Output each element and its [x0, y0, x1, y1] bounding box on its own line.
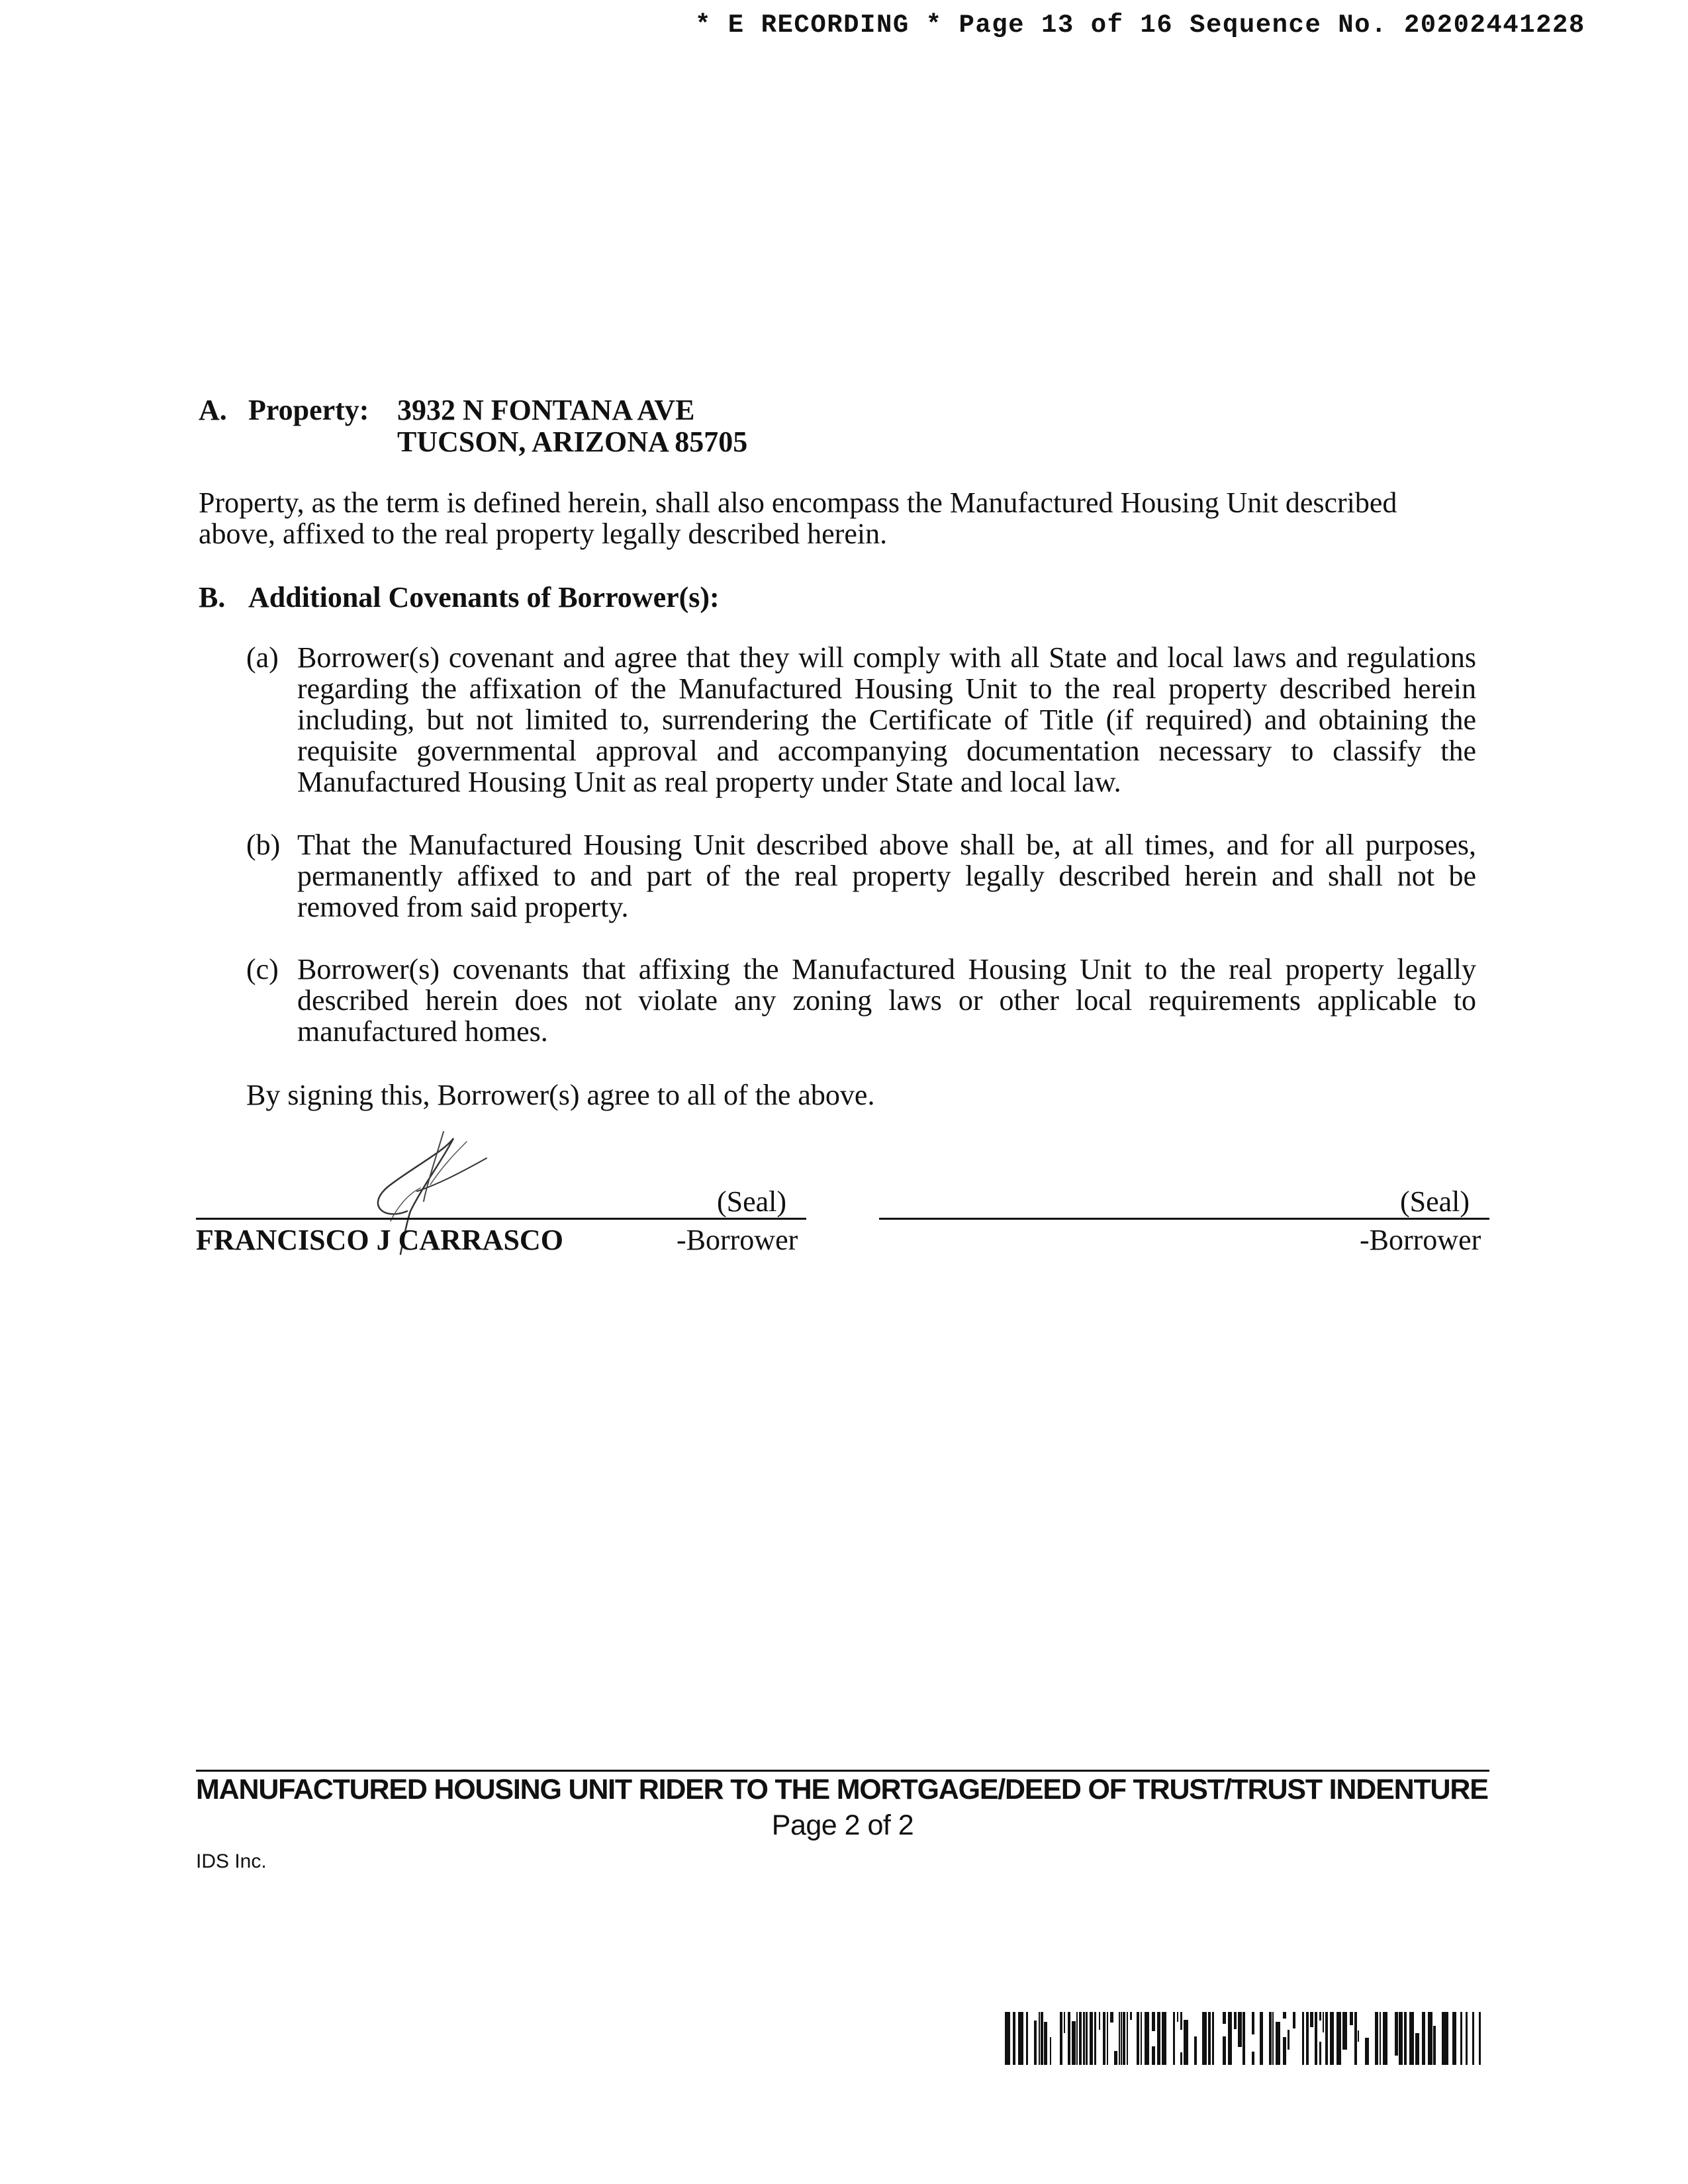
- signature-line-2: [879, 1218, 1489, 1220]
- covenant-marker: (b): [246, 829, 281, 861]
- seal-label-2: (Seal): [1400, 1185, 1470, 1218]
- form-title: MANUFACTURED HOUSING UNIT RIDER TO THE MORTGAGE/DEED OF TRUST/TRUST INDENTURE: [196, 1774, 1488, 1805]
- covenant-text: Borrower(s) covenant and agree that they will comply with all State and local laws and regulations regarding the affixation of the Manufactured Housing Unit to the real property described herein including, but not limited to, surrendering the Certificate of Title (if required) and obtaining the requisite governmental approval and accompanying documentation necessary to classify the Manufactured Housing Unit as real property under State and local law.: [297, 641, 1476, 798]
- covenant-marker: (c): [246, 953, 279, 985]
- borrower-name: FRANCISCO J CARRASCO: [196, 1224, 563, 1256]
- section-b-letter: B.: [199, 581, 226, 614]
- section-a-label: Property:: [248, 394, 369, 426]
- agreement-line: By signing this, Borrower(s) agree to all of the above.: [246, 1079, 875, 1111]
- borrower-label-1: -Borrower: [677, 1224, 798, 1256]
- property-address-line2: TUCSON, ARIZONA 85705: [397, 426, 748, 458]
- covenant-text: Borrower(s) covenants that affixing the Manufactured Housing Unit to the real property legally described herein does not violate any zoning laws or other local requirements applicable to manufactured homes.: [297, 953, 1476, 1048]
- page-number: Page 2 of 2: [771, 1809, 914, 1841]
- covenants-heading: [199, 580, 720, 614]
- document-barcode: [1005, 2012, 1483, 2065]
- footer-divider: [196, 1770, 1489, 1772]
- property-paragraph: Property, as the term is defined herein, shall also encompass the Manufactured Housing Unit described above, affixed to the real property legally described herein.: [199, 486, 1397, 550]
- section-a-letter: A.: [199, 394, 227, 426]
- borrower-label-2: -Borrower: [1360, 1224, 1481, 1256]
- seal-label-1: (Seal): [717, 1185, 787, 1218]
- form-publisher: IDS Inc.: [196, 1850, 267, 1872]
- property-address-line1: 3932 N FONTANA AVE: [397, 394, 695, 426]
- section-b-label: Additional Covenants of Borrower(s):: [248, 581, 720, 614]
- recording-header: * E RECORDING * Page 13 of 16 Sequence No. 20202441228: [695, 11, 1585, 40]
- covenant-marker: (a): [246, 641, 279, 674]
- signature-line-1: [196, 1218, 806, 1220]
- covenant-text: That the Manufactured Housing Unit described above shall be, at all times, and for all purposes, permanently affixed to and part of the real property legally described herein and shall not be removed from said property.: [297, 829, 1476, 923]
